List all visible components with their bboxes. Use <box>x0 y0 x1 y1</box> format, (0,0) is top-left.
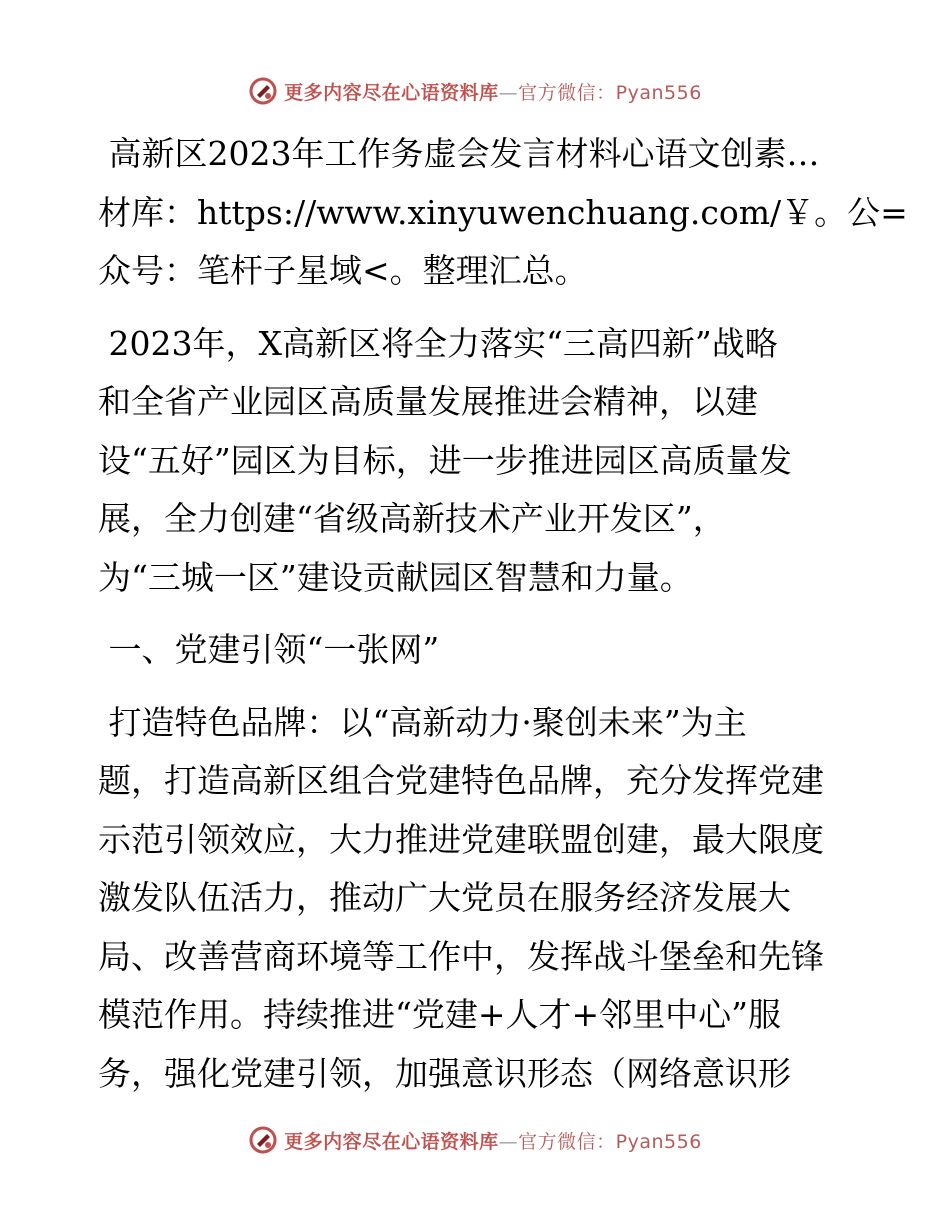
paragraph-overview <box>98 315 858 608</box>
text-line: 示范引领效应，大力推进党建联盟创建，最大限度 <box>98 819 824 859</box>
logo-icon <box>248 76 278 106</box>
watermark-tail: 官方微信：Pyan556 <box>518 81 702 104</box>
text-line: 题，打造高新区组合党建特色品牌，充分发挥党建 <box>98 761 824 800</box>
text-line: 局、改善营商环境等工作中，发挥战斗堡垒和先锋 <box>98 936 824 976</box>
text-line: 务，强化党建引领，加强意识形态（网络意识形 <box>98 1053 791 1093</box>
paragraph-party-building <box>98 694 858 1104</box>
watermark-dash: — <box>498 81 519 104</box>
text-line: 打造特色品牌：以“高新动力·聚创未来”为主 <box>98 702 747 742</box>
logo-icon <box>248 1125 278 1155</box>
heading-text: 一、党建引领“一张网” <box>98 630 440 669</box>
text-line: 高新区2023年工作务虚会发言材料心语文创素… <box>98 134 820 173</box>
header-watermark-banner <box>0 71 950 111</box>
footer-watermark-banner <box>0 1120 950 1160</box>
watermark-main: 更多内容尽在心语资料库 <box>284 81 499 104</box>
watermark-text <box>284 78 702 105</box>
section-heading <box>98 621 858 680</box>
text-line: 众号：笔杆子星域<。整理汇总。 <box>98 251 588 290</box>
watermark-text <box>284 1127 702 1154</box>
watermark-tail: 官方微信：Pyan556 <box>518 1130 702 1153</box>
text-line: 材库：https://www.xinyuwenchuang.com/￥。公= <box>98 192 908 232</box>
text-line: 展，全力创建“省级高新技术产业开发区”， <box>98 499 726 538</box>
text-line: 模范作用。持续推进“党建+人才+邻里中心”服 <box>98 995 782 1034</box>
watermark-dash: — <box>498 1130 519 1153</box>
watermark-main: 更多内容尽在心语资料库 <box>284 1130 499 1153</box>
text-line: 激发队伍活力，推动广大党员在服务经济发展大 <box>98 878 791 917</box>
text-line: 设“五好”园区为目标，进一步推进园区高质量发 <box>98 440 792 480</box>
document-body <box>98 125 908 1103</box>
text-line: 和全省产业园区高质量发展推进会精神，以建 <box>98 382 758 421</box>
text-line: 为“三城一区”建设贡献园区智慧和力量。 <box>98 557 693 597</box>
text-line: 2023年，X高新区将全力落实“三高四新”战略 <box>98 323 778 363</box>
intro-paragraph <box>98 125 908 301</box>
